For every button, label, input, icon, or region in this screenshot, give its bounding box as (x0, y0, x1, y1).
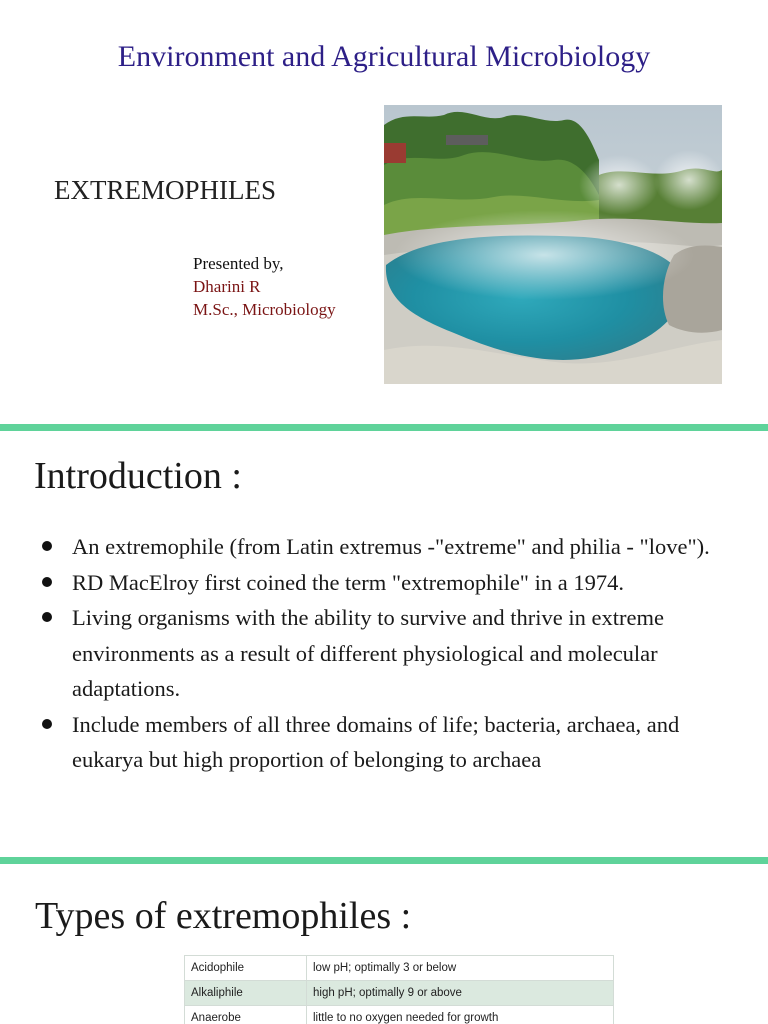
presentation-title: EXTREMOPHILES (54, 175, 276, 205)
extremophile-types-table (184, 955, 614, 1024)
type-name-cell: Acidophile (185, 956, 307, 981)
presented-by-label: Presented by, (193, 254, 284, 273)
type-description-cell: high pH; optimally 9 or above (307, 981, 614, 1006)
table-row (185, 956, 614, 981)
bullet-item: Living organisms with the ability to survive and thrive in extreme environments as a result of different physiological and molecular adaptations. (40, 600, 740, 707)
course-title: Environment and Agricultural Microbiology (117, 40, 651, 73)
type-description-cell: low pH; optimally 3 or below (307, 956, 614, 981)
slide-divider (0, 857, 768, 864)
type-name-cell: Anaerobe (185, 1006, 307, 1024)
presenter-degree: M.Sc., Microbiology (193, 300, 336, 319)
introduction-bullet-list (40, 529, 740, 778)
bullet-item: Include members of all three domains of life; bacteria, archaea, and eukarya but high proportion of belonging to archaea (40, 707, 740, 778)
types-heading: Types of extremophiles : (35, 895, 412, 937)
presenter-name: Dharini R (193, 277, 261, 296)
type-name-cell: Alkaliphile (185, 981, 307, 1006)
introduction-slide (0, 432, 768, 857)
introduction-heading: Introduction : (34, 455, 242, 497)
slide-divider (0, 424, 768, 431)
bullet-item: RD MacElroy first coined the term "extremophile" in a 1974. (40, 565, 740, 601)
table-row (185, 981, 614, 1006)
presenter-block (193, 252, 336, 321)
types-slide (0, 864, 768, 1024)
type-description-cell: little to no oxygen needed for growth (307, 1006, 614, 1024)
hot-spring-photo (384, 105, 722, 384)
table-row (185, 1006, 614, 1024)
bullet-item: An extremophile (from Latin extremus -"extreme" and philia - "love"). (40, 529, 740, 565)
title-slide (0, 0, 768, 424)
